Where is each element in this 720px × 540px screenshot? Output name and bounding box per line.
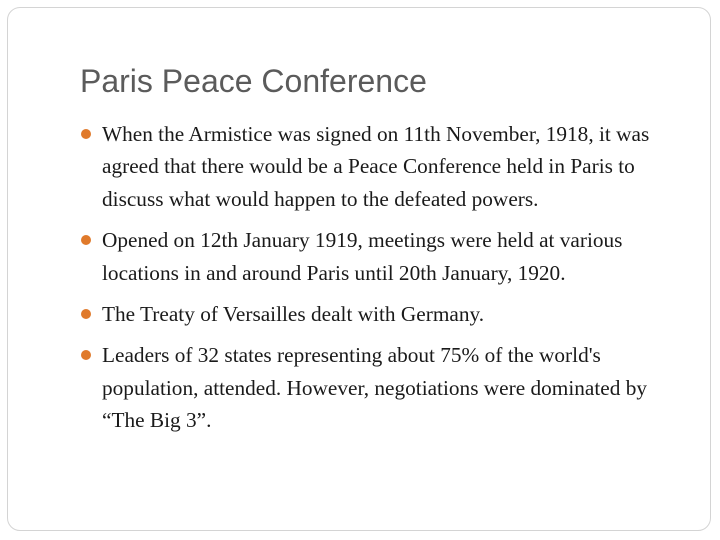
bullet-dot-icon: [81, 350, 91, 360]
bullet-list: [80, 118, 670, 446]
bullet-text: Opened on 12th January 1919, meetings were held at various locations in and around Paris until 20th January, 1920.: [102, 228, 623, 285]
bullet-item: [80, 298, 670, 330]
bullet-text: Leaders of 32 states representing about 75% of the world's population, attended. However, negotiations were dominated by “The Big 3”.: [102, 343, 648, 433]
bullet-item: [80, 339, 670, 436]
bullet-dot-icon: [81, 235, 91, 245]
bullet-item: [80, 118, 670, 215]
bullet-text: When the Armistice was signed on 11th November, 1918, it was agreed that there would be a Peace Conference held in Paris to discuss what would happen to the defeated powers.: [102, 122, 650, 211]
bullet-dot-icon: [81, 309, 91, 319]
bullet-dot-icon: [81, 129, 91, 139]
bullet-text: The Treaty of Versailles dealt with Germany.: [102, 302, 485, 327]
bullet-item: [80, 224, 670, 289]
slide-title: Paris Peace Conference: [80, 63, 427, 99]
